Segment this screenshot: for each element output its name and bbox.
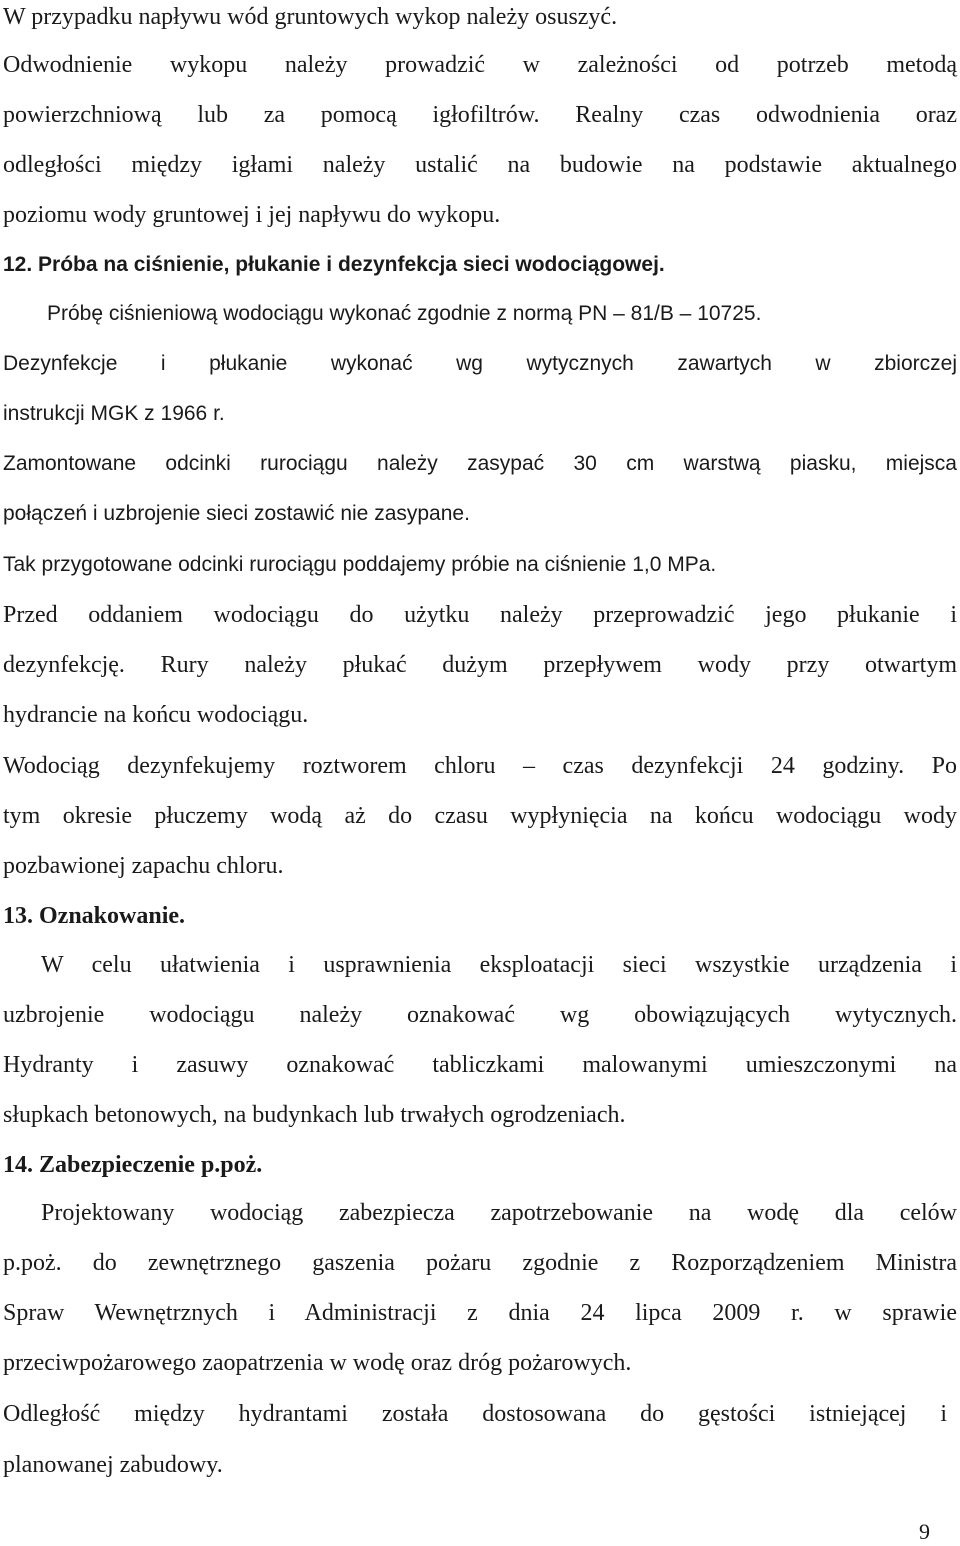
- text-line: Zamontowane odcinki rurociągu należy zasypać 30 cm warstwą piasku, miejsca: [3, 452, 957, 475]
- text-line: Odwodnienie wykopu należy prowadzić w zależności od potrzeb metodą: [3, 52, 957, 78]
- text-line: Hydranty i zasuwy oznakować tabliczkami malowanymi umieszczonymi na: [3, 1052, 957, 1078]
- text-line: instrukcji MGK z 1966 r.: [3, 402, 225, 425]
- text-line: uzbrojenie wodociągu należy oznakować wg obowiązujących wytycznych.: [3, 1002, 957, 1028]
- text-line: poziomu wody gruntowej i jej napływu do wykopu.: [3, 202, 501, 228]
- text-line: Wodociąg dezynfekujemy roztworem chloru – czas dezynfekcji 24 godziny. Po: [3, 753, 957, 779]
- text-line: pozbawionej zapachu chloru.: [3, 853, 284, 879]
- text-line: dezynfekcję. Rury należy płukać dużym przepływem wody przy otwartym: [3, 652, 957, 678]
- section-heading-12: 12. Próba na ciśnienie, płukanie i dezynfekcja sieci wodociągowej.: [3, 253, 665, 276]
- text-line: powierzchniową lub za pomocą igłofiltrów. Realny czas odwodnienia oraz: [3, 102, 957, 128]
- text-line: Spraw Wewnętrznych i Administracji z dnia 24 lipca 2009 r. w sprawie: [3, 1300, 957, 1326]
- text-line: W przypadku napływu wód gruntowych wykop należy osuszyć.: [3, 4, 618, 30]
- section-heading-13: 13. Oznakowanie.: [3, 903, 186, 929]
- text-line: przeciwpożarowego zaopatrzenia w wodę oraz dróg pożarowych.: [3, 1350, 632, 1376]
- text-line: planowanej zabudowy.: [3, 1452, 223, 1478]
- text-line: Projektowany wodociąg zabezpiecza zapotrzebowanie na wodę dla celów: [41, 1200, 957, 1226]
- text-line: Odległość między hydrantami została dostosowana do gęstości istniejącej i: [3, 1401, 947, 1427]
- text-line: słupkach betonowych, na budynkach lub trwałych ogrodzeniach.: [3, 1102, 626, 1128]
- text-line: połączeń i uzbrojenie sieci zostawić nie zasypane.: [3, 502, 470, 525]
- text-line: W celu ułatwienia i usprawnienia eksploatacji sieci wszystkie urządzenia i: [41, 952, 957, 978]
- text-line: odległości między igłami należy ustalić na budowie na podstawie aktualnego: [3, 152, 957, 178]
- text-line: Próbę ciśnieniową wodociągu wykonać zgodnie z normą PN – 81/B – 10725.: [47, 302, 762, 325]
- text-line: tym okresie płuczemy wodą aż do czasu wypłynięcia na końcu wodociągu wody: [3, 803, 957, 829]
- text-line: Dezynfekcje i płukanie wykonać wg wytycznych zawartych w zbiorczej: [3, 352, 957, 375]
- text-line: Tak przygotowane odcinki rurociągu poddajemy próbie na ciśnienie 1,0 MPa.: [3, 553, 717, 576]
- text-line: Przed oddaniem wodociągu do użytku należy przeprowadzić jego płukanie i: [3, 602, 957, 628]
- page-number: 9: [919, 1519, 930, 1544]
- text-line: p.poż. do zewnętrznego gaszenia pożaru zgodnie z Rozporządzeniem Ministra: [3, 1250, 957, 1276]
- text-line: hydrancie na końcu wodociągu.: [3, 702, 309, 728]
- section-heading-14: 14. Zabezpieczenie p.poż.: [3, 1152, 263, 1178]
